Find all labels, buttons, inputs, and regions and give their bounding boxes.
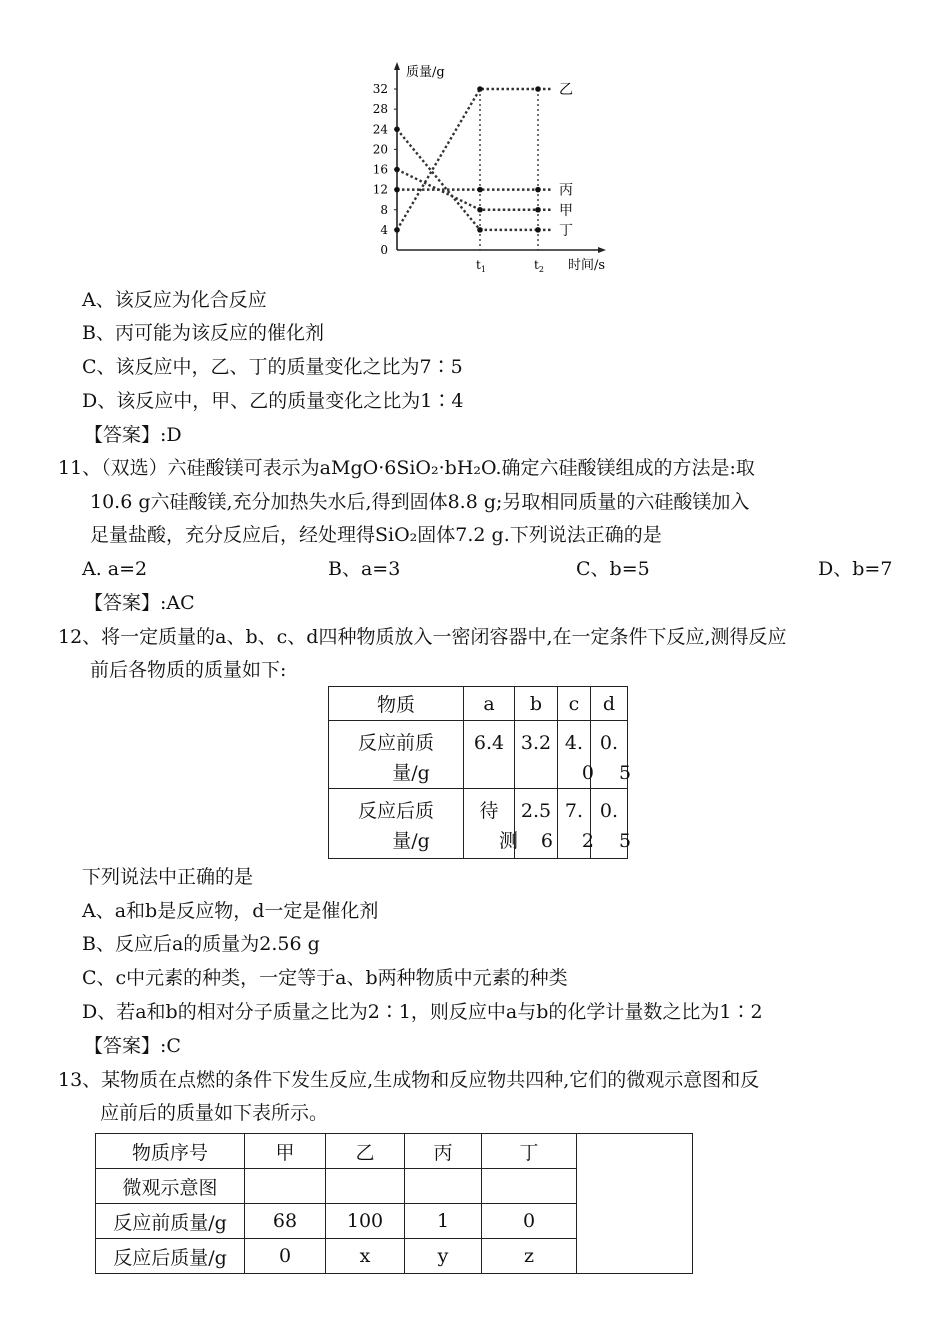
y-tick-label-8: 8	[380, 202, 388, 217]
q13-before-label: 反应前质量/g	[96, 1204, 245, 1239]
q13-micro-label: 微观示意图	[96, 1169, 245, 1204]
q12-row-after-label	[329, 789, 464, 859]
q10-option-b: B、丙可能为该反应的催化剂	[82, 322, 324, 344]
q13-after-label: 反应后质量/g	[96, 1239, 245, 1274]
q13-header-jia: 甲	[245, 1134, 326, 1169]
q12-after-a-l2: 测	[498, 830, 518, 852]
q12-header-a: a	[464, 687, 515, 721]
y-axis-label: 质量/g	[406, 65, 445, 80]
q12-before-d	[591, 721, 632, 789]
point-丙-1	[477, 187, 483, 193]
q12-after-label-l2: 量/g	[392, 830, 430, 852]
q13-before-ding: 0	[482, 1204, 577, 1239]
q10-option-c: C、该反应中，乙、丁的质量变化之比为7∶5	[82, 356, 463, 378]
point-丙-2	[535, 187, 541, 193]
series-line-丁	[397, 129, 538, 230]
q12-option-c: C、c中元素的种类，一定等于a、b两种物质中元素的种类	[82, 967, 568, 989]
q12-row-before-label	[329, 721, 464, 789]
q11-stem-line3: 足量盐酸，充分反应后，经处理得SiO₂固体7.2 g.下列说法正确的是	[90, 524, 662, 546]
y-tick-label-20: 20	[372, 142, 388, 157]
q12-after-b-l1: 2.5	[520, 800, 552, 822]
q12-before-c-l2: 0	[581, 762, 594, 784]
x-axis-arrow	[598, 247, 606, 253]
q12-prompt: 下列说法中正确的是	[82, 866, 254, 888]
series-label-乙: 乙	[559, 82, 573, 98]
q10-option-d: D、该反应中，甲、乙的质量变化之比为1∶4	[82, 390, 464, 412]
q13-after-bing: y	[405, 1239, 482, 1274]
point-乙-1	[477, 86, 483, 92]
q11-answer: 【答案】:AC	[84, 592, 195, 614]
q12-before-c-l1: 4.	[564, 732, 584, 754]
y-tick-label-12: 12	[372, 182, 388, 197]
q13-after-ding: z	[482, 1239, 577, 1274]
series-lines	[394, 82, 573, 239]
q13-micro-bing	[405, 1169, 482, 1204]
q13-micro-jia	[245, 1169, 326, 1204]
q12-before-d-l2: 5	[618, 762, 632, 784]
q13-header-ding: 丁	[482, 1134, 577, 1169]
q11-stem-line2: 10.6 g六硅酸镁,充分加热失水后,得到固体8.8 g;另取相同质量的六硅酸镁加入	[90, 491, 750, 513]
y-tick-label-0: 0	[380, 243, 388, 257]
q12-option-b: B、反应后a的质量为2.56 g	[82, 933, 320, 955]
q11-option-b: B、a=3	[328, 558, 401, 580]
q12-after-a	[464, 789, 518, 859]
q12-mass-table	[328, 686, 632, 859]
q12-option-a: A、a和b是反应物，d一定是催化剂	[82, 900, 379, 922]
q13-mass-table	[95, 1133, 693, 1274]
q13-before-bing: 1	[405, 1204, 482, 1239]
q12-after-a-l1: 待	[479, 800, 499, 822]
q13-after-jia: 0	[245, 1239, 326, 1274]
q12-after-d-l1: 0.	[599, 800, 619, 822]
mass-time-chart	[360, 60, 620, 275]
x-axis-label: 时间/s	[568, 258, 606, 273]
q13-extra-column	[577, 1134, 693, 1274]
series-label-甲: 甲	[559, 202, 573, 219]
q12-stem-line2: 前后各物质的质量如下:	[90, 659, 287, 681]
q10-option-a: A、该反应为化合反应	[82, 289, 267, 311]
point-甲-1	[477, 207, 483, 213]
q12-after-b	[515, 789, 558, 859]
time-guide-lines	[480, 89, 538, 250]
y-tick-label-4: 4	[380, 222, 388, 237]
point-丁-0	[394, 126, 400, 132]
q11-option-c: C、b=5	[576, 558, 650, 580]
y-tick-label-24: 24	[372, 122, 388, 137]
series-line-乙	[397, 89, 538, 230]
y-tick-label-28: 28	[372, 102, 388, 117]
q13-micro-ding	[482, 1169, 577, 1204]
series-label-丙: 丙	[559, 182, 573, 199]
q12-after-d	[591, 789, 632, 859]
q12-after-c	[558, 789, 594, 859]
point-乙-0	[394, 227, 400, 233]
point-甲-0	[394, 167, 400, 173]
y-tick-label-32: 32	[372, 82, 388, 96]
q13-header-label: 物质序号	[96, 1134, 245, 1169]
q13-stem-line2: 应前后的质量如下表所示。	[100, 1102, 329, 1124]
q12-header-substance: 物质	[329, 687, 464, 721]
q12-after-label-l1: 反应后质	[357, 800, 434, 822]
q13-before-yi: 100	[326, 1204, 405, 1239]
q12-before-label-l2: 量/g	[392, 762, 430, 784]
q13-micro-yi	[326, 1169, 405, 1204]
q12-before-d-l1: 0.	[599, 732, 619, 754]
q10-answer: 【答案】:D	[84, 424, 182, 446]
q13-header-yi: 乙	[326, 1134, 405, 1169]
q13-after-yi: x	[326, 1239, 405, 1274]
q11-stem-line1: 11、（双选）六硅酸镁可表示为aMgO·6SiO₂·bH₂O.确定六硅酸镁组成的方法是:取	[58, 457, 755, 479]
q13-header-bing: 丙	[405, 1134, 482, 1169]
q12-header-b: b	[515, 687, 558, 721]
q12-before-b: 3.2	[515, 721, 558, 789]
point-丁-1	[477, 227, 483, 233]
q12-header-d: d	[591, 687, 628, 721]
q12-before-c	[558, 721, 594, 789]
point-丁-2	[535, 227, 541, 233]
point-甲-2	[535, 207, 541, 213]
x-tick-label-t2: $t_2$	[534, 258, 544, 274]
q12-after-c-l2: 2	[581, 830, 594, 852]
q12-after-b-l2: 6	[540, 830, 553, 852]
q12-before-label-l1: 反应前质	[357, 732, 434, 754]
q11-option-d: D、b=7	[818, 558, 893, 580]
q13-stem-line1: 13、某物质在点燃的条件下发生反应,生成物和反应物共四种,它们的微观示意图和反	[58, 1069, 760, 1091]
q12-stem-line1: 12、将一定质量的a、b、c、d四种物质放入一密闭容器中,在一定条件下反应,测得反应	[58, 626, 787, 648]
y-axis-arrow	[394, 62, 400, 70]
q12-after-d-l2: 5	[618, 830, 632, 852]
q12-header-c: c	[558, 687, 591, 721]
q11-option-a: A. a=2	[82, 558, 148, 580]
q13-before-jia: 68	[245, 1204, 326, 1239]
y-ticks	[373, 82, 397, 257]
q12-answer: 【答案】:C	[84, 1035, 181, 1057]
point-丙-0	[394, 187, 400, 193]
y-tick-label-16: 16	[372, 162, 388, 177]
series-label-丁: 丁	[559, 222, 573, 239]
q12-before-a: 6.4	[464, 721, 515, 789]
x-ticks	[476, 258, 544, 274]
q12-option-d: D、若a和b的相对分子质量之比为2∶1，则反应中a与b的化学计量数之比为1∶2	[82, 1001, 763, 1023]
point-乙-2	[535, 86, 541, 92]
q12-after-c-l1: 7.	[564, 800, 584, 822]
x-tick-label-t1: $t_1$	[476, 258, 486, 274]
